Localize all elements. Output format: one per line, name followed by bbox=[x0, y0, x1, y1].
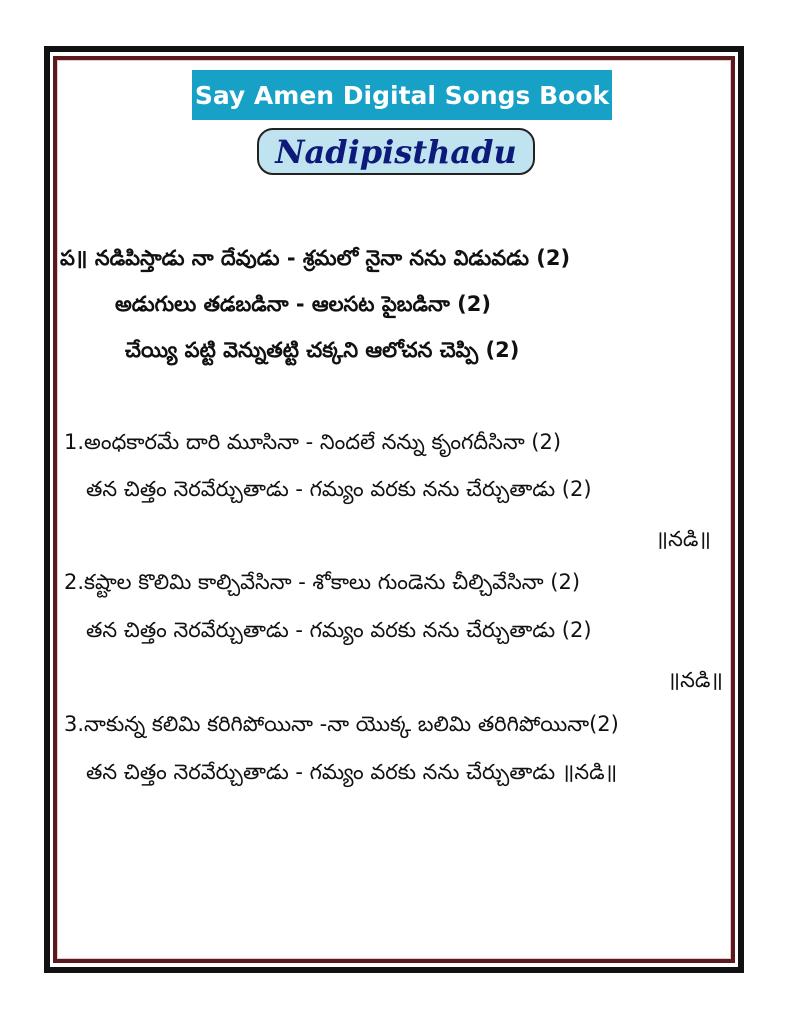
song-title: Nadipisthadu bbox=[257, 128, 535, 175]
book-banner: Say Amen Digital Songs Book bbox=[192, 70, 612, 120]
pallavi-line: ప॥ నడిపిస్తాడు నా దేవుడు - శ్రమలో నైనా నను విడువడు (2) bbox=[60, 246, 571, 270]
verse-3-line-1: 3.నాకున్న కలిమి కరిగిపోయినా -నా యొక్క బలిమి తరిగిపోయినా(2) bbox=[64, 712, 619, 736]
verse-3-line-2: తన చిత్తం నెరవేర్చుతాడు - గమ్యం వరకు నను చేర్చుతాడు ॥నడి॥ bbox=[86, 760, 618, 784]
pallavi-line: అడుగులు తడబడినా - ఆలసట పైబడినా (2) bbox=[115, 292, 491, 316]
verse-1-refrain: ॥నడి॥ bbox=[655, 527, 711, 551]
pallavi-line: చేయ్యి పట్టి వెన్నుతట్టి చక్కని ఆలోచన చెప్పి (2) bbox=[125, 338, 520, 362]
verse-2-line-1: 2.కష్టాల కొలిమి కాల్చివేసినా - శోకాలు గుండెను చీల్చివేసినా (2) bbox=[64, 570, 581, 594]
verse-2-refrain: ॥నడి॥ bbox=[667, 668, 723, 692]
verse-1-line-2: తన చిత్తం నెరవేర్చుతాడు - గమ్యం వరకు నను చేర్చుతాడు (2) bbox=[86, 477, 592, 501]
verse-2-line-2: తన చిత్తం నెరవేర్చుతాడు - గమ్యం వరకు నను చేర్చుతాడు (2) bbox=[86, 618, 592, 642]
verse-1-line-1: 1.అంధకారమే దారి మూసినా - నిందలే నన్ను కృంగదీసినా (2) bbox=[64, 430, 562, 454]
page-border-inner bbox=[53, 56, 735, 963]
